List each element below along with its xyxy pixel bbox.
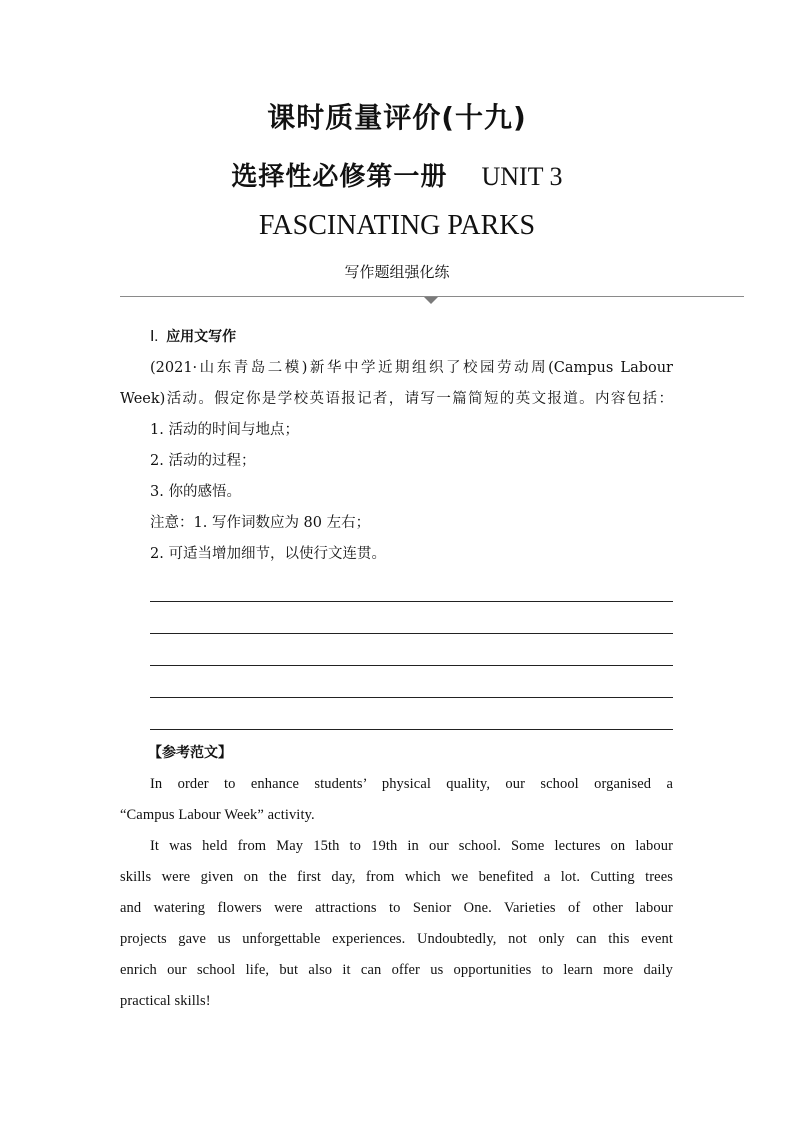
essay-line: “Campus Labour Week” activity. xyxy=(120,807,315,823)
lesson-title: 课时质量评价(十九) xyxy=(267,101,527,134)
answer-line[interactable] xyxy=(150,602,673,634)
divider-triangle-icon xyxy=(424,297,438,304)
reference-essay xyxy=(120,769,673,1017)
page-subtitle: 写作题组强化练 xyxy=(344,263,450,281)
content-item-1: 1. 活动的时间与地点； xyxy=(150,422,299,438)
answer-line[interactable] xyxy=(150,698,673,730)
answer-line[interactable] xyxy=(150,570,673,602)
content-item-3: 3. 你的感悟。 xyxy=(150,484,241,500)
unit-label: UNIT 3 xyxy=(481,162,563,191)
section-heading xyxy=(120,322,673,353)
essay-line: In order to enhance students’ physical quality, our school organised a xyxy=(150,776,673,792)
content-item-2: 2. 活动的过程； xyxy=(150,453,256,469)
section-heading-text: 应用文写作 xyxy=(166,329,237,345)
essay-line: enrich our school life, but also it can offer us opportunities to learn more daily xyxy=(120,962,673,978)
book-unit-line xyxy=(0,156,794,193)
essay-line: It was held from May 15th to 19th in our school. Some lectures on labour xyxy=(150,838,673,854)
essay-line: and watering flowers were attractions to Senior One. Varieties of other labour xyxy=(120,900,673,916)
essay-line: skills were given on the first day, from which we benefited a lot. Cutting trees xyxy=(120,869,673,885)
note-line-1: 注意：1. 写作词数应为 80 左右； xyxy=(150,515,371,531)
essay-line: practical skills! xyxy=(120,993,211,1009)
reference-title: 【参考范文】 xyxy=(148,745,232,761)
section-number: Ⅰ. xyxy=(150,329,159,345)
answer-line[interactable] xyxy=(150,666,673,698)
main-content xyxy=(120,322,673,1017)
book-title: 选择性必修第一册 xyxy=(231,162,448,192)
unit-title: FASCINATING PARKS xyxy=(258,210,536,241)
essay-line: projects gave us unforgettable experiences. Undoubtedly, not only can this event xyxy=(120,931,673,947)
prompt-line-1: (2021·山东青岛二模)新华中学近期组织了校园劳动周(Campus Labour xyxy=(150,360,673,376)
prompt-line-2: Week)活动。假定你是学校英语报记者，请写一篇简短的英文报道。内容包括： xyxy=(120,391,673,407)
note-line-2: 2. 可适当增加细节，以使行文连贯。 xyxy=(150,546,386,562)
answer-line[interactable] xyxy=(150,634,673,666)
